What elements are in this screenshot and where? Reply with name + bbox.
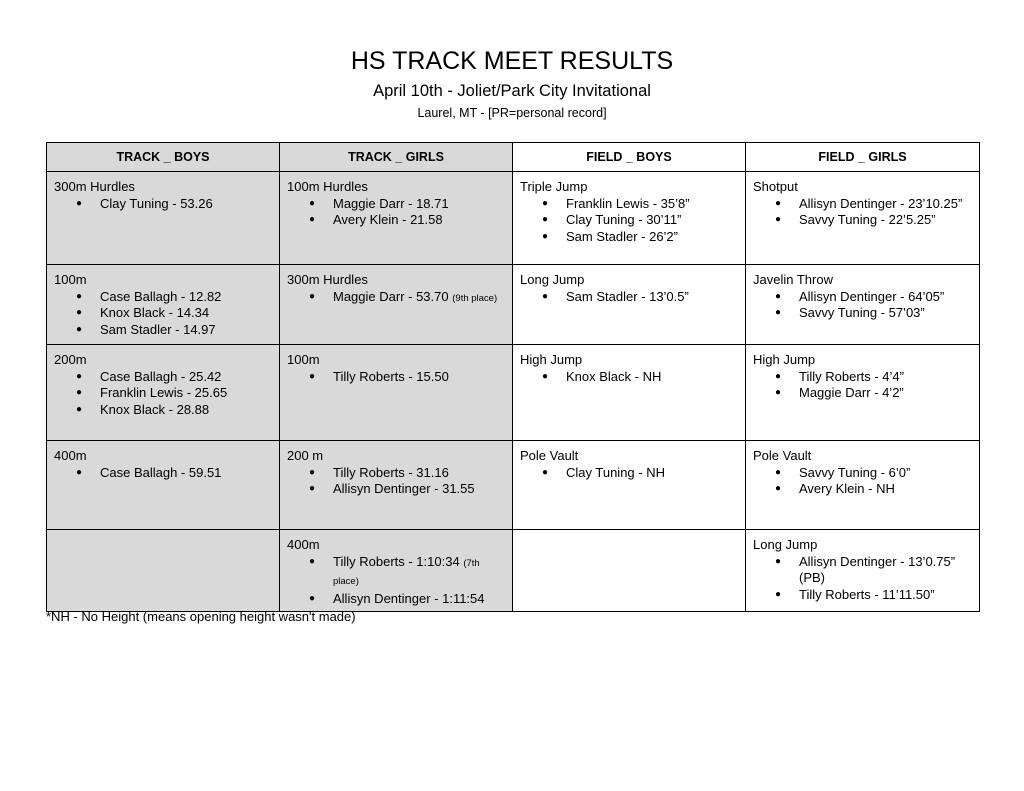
entry-result: Savvy Tuning - 6’0”	[799, 464, 911, 480]
cell-track-boys	[47, 441, 280, 530]
cell-field-girls	[746, 265, 980, 345]
entry-list	[54, 289, 273, 339]
list-item	[753, 305, 973, 322]
entry-result: Sam Stadler - 14.97	[100, 321, 216, 337]
event-name: Long Jump	[520, 272, 585, 287]
entry-list	[54, 465, 273, 482]
event-name: 200m	[54, 352, 87, 367]
entry-result: Savvy Tuning - 22’5.25”	[799, 212, 936, 227]
list-item	[753, 554, 973, 587]
entry-result: Knox Black - 14.34	[100, 305, 210, 320]
list-item	[54, 402, 273, 419]
results-table-body	[47, 172, 980, 612]
list-item	[520, 229, 739, 246]
cell-field-boys	[513, 345, 746, 441]
event-name: Shotput	[753, 179, 798, 194]
event-name: 100m	[287, 352, 320, 367]
cell-track-girls	[280, 530, 513, 612]
list-item	[520, 212, 739, 229]
entry-list	[520, 369, 739, 386]
cell-track-girls	[280, 265, 513, 345]
list-item	[287, 554, 506, 591]
event-name: Long Jump	[753, 537, 818, 552]
document-subtitle: April 10th - Joliet/Park City Invitational	[373, 82, 651, 100]
header-track-girls: TRACK _ GIRLS	[280, 143, 513, 172]
event-name: Pole Vault	[753, 448, 812, 463]
event-name: Triple Jump	[520, 179, 588, 194]
entry-result: Avery Klein - NH	[799, 481, 895, 496]
event-name: High Jump	[520, 352, 583, 367]
list-item	[287, 591, 506, 608]
table-row	[47, 265, 980, 345]
list-item	[54, 369, 273, 386]
list-item	[753, 369, 973, 386]
header-field-girls: FIELD _ GIRLS	[746, 143, 980, 172]
entry-list	[753, 289, 973, 322]
entry-result: Maggie Darr - 4’2”	[799, 385, 904, 400]
entry-result: Allisyn Dentinger - 1:11:54	[333, 590, 485, 606]
entry-result: Allisyn Dentinger - 13’0.75” (PB)	[799, 553, 956, 585]
results-table	[46, 142, 980, 612]
entry-result: Tilly Roberts - 15.50	[333, 368, 449, 384]
cell-track-girls	[280, 345, 513, 441]
document-location: Laurel, MT - [PR=personal record]	[417, 106, 607, 120]
entry-list	[520, 465, 739, 482]
entry-list	[753, 465, 973, 498]
cell-field-girls	[746, 345, 980, 441]
event-name: 400m	[287, 537, 320, 552]
entry-result: Sam Stadler - 13’0.5”	[566, 288, 689, 304]
cell-field-girls	[746, 530, 980, 612]
footnote: *NH - No Height (means opening height wasn't made)	[46, 609, 356, 624]
entry-list	[753, 369, 973, 402]
entry-list	[287, 289, 506, 308]
event-name: 300m Hurdles	[287, 272, 368, 287]
cell-field-girls	[746, 441, 980, 530]
list-item	[753, 465, 973, 482]
entry-list	[287, 554, 506, 608]
entry-result: Clay Tuning - 53.26	[100, 195, 213, 211]
list-item	[287, 369, 506, 386]
entry-list	[520, 289, 739, 306]
cell-track-girls	[280, 441, 513, 530]
entry-result: Tilly Roberts - 4’4”	[799, 368, 904, 384]
list-item	[753, 481, 973, 498]
entry-result: Avery Klein - 21.58	[333, 212, 443, 227]
header-row	[47, 143, 980, 172]
entry-list	[753, 554, 973, 604]
entry-result: Sam Stadler - 26’2”	[566, 228, 678, 244]
entry-result: Knox Black - 28.88	[100, 401, 210, 417]
list-item	[287, 196, 506, 213]
cell-track-boys	[47, 172, 280, 265]
cell-field-boys	[513, 265, 746, 345]
document-title: HS TRACK MEET RESULTS	[350, 47, 674, 75]
table-row	[47, 172, 980, 265]
event-name: 200 m	[287, 448, 324, 463]
entry-result: Allisyn Dentinger - 23’10.25”	[799, 195, 963, 211]
header-track-boys: TRACK _ BOYS	[47, 143, 280, 172]
list-item	[753, 385, 973, 402]
cell-field-boys	[513, 530, 746, 612]
header-field-boys: FIELD _ BOYS	[513, 143, 746, 172]
cell-field-girls	[746, 172, 980, 265]
list-item	[287, 212, 506, 229]
entry-list	[753, 196, 973, 229]
entry-list	[287, 369, 506, 386]
list-item	[287, 289, 506, 308]
event-name: 100m	[54, 272, 87, 287]
entry-result: Allisyn Dentinger - 64’05”	[799, 288, 945, 304]
list-item	[54, 289, 273, 306]
entry-list	[520, 196, 739, 246]
list-item	[753, 212, 973, 229]
entry-result: Allisyn Dentinger - 31.55	[333, 481, 475, 496]
entry-list	[287, 196, 506, 229]
cell-track-boys	[47, 530, 280, 612]
entry-result: Tilly Roberts - 11’11.50”	[799, 586, 935, 602]
event-name: Pole Vault	[520, 448, 579, 463]
list-item	[753, 587, 973, 604]
list-item	[520, 369, 739, 386]
table-row	[47, 441, 980, 530]
table-row	[47, 345, 980, 441]
event-name: 400m	[54, 448, 87, 463]
list-item	[753, 289, 973, 306]
list-item	[54, 196, 273, 213]
placement-note: (9th place)	[452, 292, 498, 304]
entry-result: Tilly Roberts - 31.16	[333, 464, 449, 480]
entry-result: Maggie Darr - 53.70	[333, 288, 449, 304]
entry-result: Case Ballagh - 12.82	[100, 288, 222, 304]
entry-result: Clay Tuning - NH	[566, 464, 665, 480]
entry-result: Tilly Roberts - 1:10:34	[333, 553, 460, 569]
event-name: Javelin Throw	[753, 272, 833, 287]
placement-note: (7th place)	[333, 557, 480, 587]
cell-field-boys	[513, 172, 746, 265]
list-item	[54, 465, 273, 482]
event-name: High Jump	[753, 352, 816, 367]
list-item	[287, 481, 506, 498]
cell-track-boys	[47, 345, 280, 441]
entry-list	[54, 369, 273, 419]
cell-field-boys	[513, 441, 746, 530]
results-table-header	[47, 143, 980, 172]
entry-result: Franklin Lewis - 25.65	[100, 385, 228, 400]
list-item	[520, 196, 739, 213]
entry-result: Savvy Tuning - 57’03”	[799, 305, 925, 320]
list-item	[287, 465, 506, 482]
entry-result: Clay Tuning - 30’11”	[566, 212, 682, 227]
list-item	[54, 385, 273, 402]
event-name: 100m Hurdles	[287, 179, 368, 194]
cell-track-girls	[280, 172, 513, 265]
entry-list	[54, 196, 273, 213]
cell-track-boys	[47, 265, 280, 345]
entry-list	[287, 465, 506, 498]
list-item	[54, 305, 273, 322]
list-item	[54, 322, 273, 339]
entry-result: Franklin Lewis - 35’8”	[566, 195, 690, 211]
list-item	[520, 465, 739, 482]
table-row	[47, 530, 980, 612]
entry-result: Knox Black - NH	[566, 368, 662, 384]
entry-result: Case Ballagh - 59.51	[100, 464, 222, 480]
list-item	[753, 196, 973, 213]
entry-result: Case Ballagh - 25.42	[100, 368, 222, 384]
event-name: 300m Hurdles	[54, 179, 135, 194]
entry-result: Maggie Darr - 18.71	[333, 195, 449, 211]
list-item	[520, 289, 739, 306]
